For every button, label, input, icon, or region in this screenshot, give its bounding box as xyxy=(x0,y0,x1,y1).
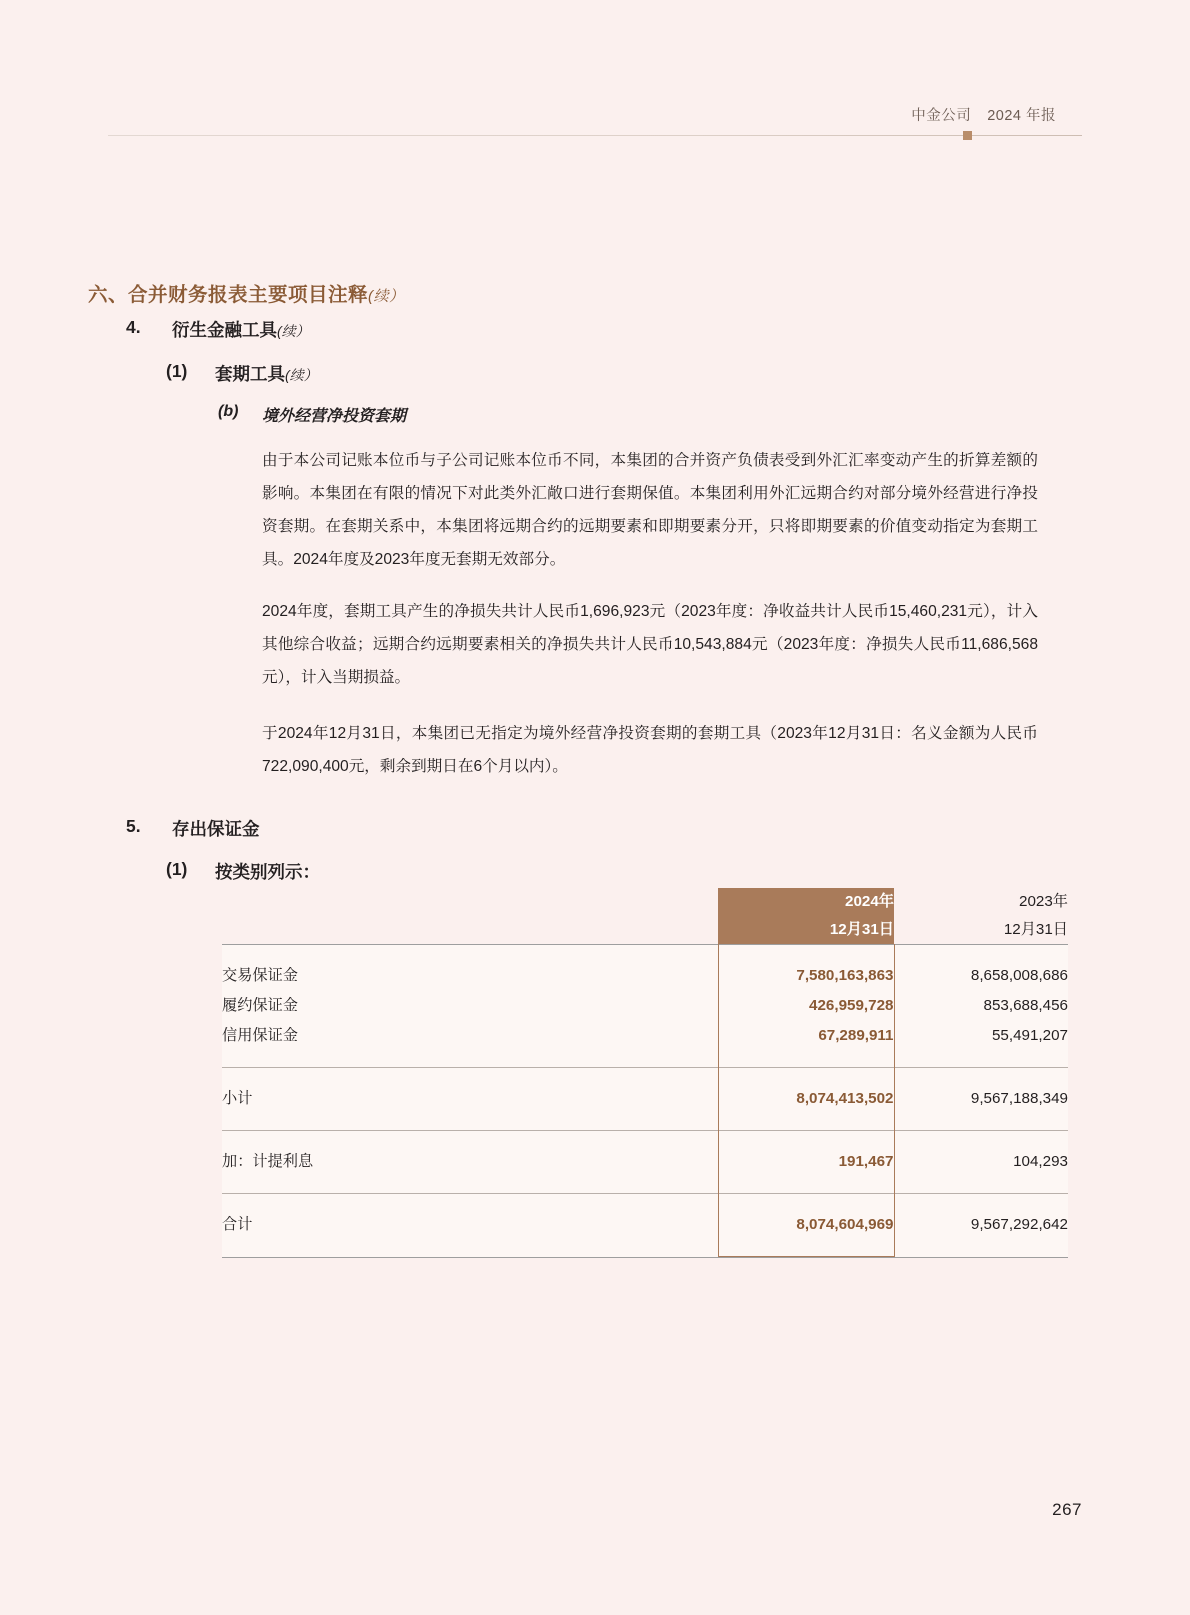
spacer-2024 xyxy=(718,1131,894,1147)
item-5-number: 5. xyxy=(126,816,141,836)
item-4-1-title-text: 套期工具 xyxy=(215,364,285,384)
spacer-2023 xyxy=(894,1051,1068,1067)
item-4-title xyxy=(172,317,310,342)
row-value-2023: 55,491,207 xyxy=(894,1021,1068,1051)
spacer-2023 xyxy=(894,1177,1068,1193)
paragraph-3: 于2024年12月31日，本集团已无指定为境外经营净投资套期的套期工具（2023年12月31日：名义金额为人民币722,090,400元，剩余到期日在6个月以内）。 xyxy=(262,725,1038,775)
row-value-2023: 8,658,008,686 xyxy=(894,961,1068,991)
item-4-1-b-title: 境外经营净投资套期 xyxy=(262,408,407,425)
table-header-2024-date: 12月31日 xyxy=(829,921,894,938)
table-spacer-interest-2 xyxy=(222,1131,1068,1147)
item-5-title: 存出保证金 xyxy=(172,819,260,839)
spacer-label xyxy=(222,1131,718,1147)
table-header-blank xyxy=(222,888,718,944)
spacer-2024 xyxy=(718,1177,894,1193)
row-value-2024: 7,580,163,863 xyxy=(718,961,894,991)
item-4-number: 4. xyxy=(126,317,141,337)
table-spacer-bottom xyxy=(222,1240,1068,1257)
row-label: 履约保证金 xyxy=(222,991,718,1021)
table-rule-bottom xyxy=(222,1257,1068,1259)
row-label: 信用保证金 xyxy=(222,1021,718,1051)
header-company: 中金公司 xyxy=(911,108,972,124)
item-4-1-number: (1) xyxy=(166,361,188,381)
table-row-interest xyxy=(222,1147,1068,1177)
page-number: 267 xyxy=(1052,1500,1082,1519)
paragraph-2: 2024年度，套期工具产生的净损失共计人民币1,696,923元（2023年度：净收益共计人民币15,460,231元），计入其他综合收益；远期合约远期要素相关的净损失共计人民币10,543,884元（2023年度：净损失人民币11,686,568元），计入当期损益。 xyxy=(262,603,1038,686)
header-text xyxy=(911,104,1056,125)
spacer-2023 xyxy=(894,1240,1068,1257)
section-heading xyxy=(88,279,405,307)
item-4-1-b-number: (b) xyxy=(218,403,239,420)
item-4-1-continued: (续） xyxy=(285,367,318,383)
table-spacer-top xyxy=(222,945,1068,961)
interest-value-2023: 104,293 xyxy=(894,1147,1068,1177)
table-header-row xyxy=(222,888,1068,944)
item-4-title-text: 衍生金融工具 xyxy=(172,320,277,340)
spacer-label xyxy=(222,1177,718,1193)
table-header-2024-year: 2024年 xyxy=(845,893,894,910)
item-4-1-title xyxy=(215,361,318,386)
spacer-2023 xyxy=(894,1131,1068,1147)
spacer-label xyxy=(222,945,718,961)
table-row xyxy=(222,1021,1068,1051)
table-row xyxy=(222,991,1068,1021)
spacer-label xyxy=(222,1194,718,1210)
interest-value-2024: 191,467 xyxy=(718,1147,894,1177)
item-5-1-title: 按类别列示： xyxy=(215,862,320,882)
spacer-2023 xyxy=(894,1194,1068,1210)
spacer-label xyxy=(222,1068,718,1084)
table-spacer-subtotal-2 xyxy=(222,1068,1068,1084)
spacer-2024 xyxy=(718,1051,894,1067)
row-value-2024: 426,959,728 xyxy=(718,991,894,1021)
subtotal-value-2024: 8,074,413,502 xyxy=(718,1084,894,1114)
interest-label: 加：计提利息 xyxy=(222,1147,718,1177)
spacer-2024 xyxy=(718,1194,894,1210)
table-header-2024 xyxy=(718,888,894,944)
row-label: 交易保证金 xyxy=(222,961,718,991)
table-spacer-subtotal xyxy=(222,1051,1068,1067)
total-value-2024: 8,074,604,969 xyxy=(718,1210,894,1240)
row-value-2024: 67,289,911 xyxy=(718,1021,894,1051)
item-5-1-number: (1) xyxy=(166,859,188,879)
table-spacer-total-2 xyxy=(222,1194,1068,1210)
row-value-2023: 853,688,456 xyxy=(894,991,1068,1021)
paragraph-1: 由于本公司记账本位币与子公司记账本位币不同，本集团的合并资产负债表受到外汇汇率变动产生的折算差额的影响。本集团在有限的情况下对此类外汇敞口进行套期保值。本集团利用外汇远期合约对部分境外经营进行净投资套期。在套期关系中，本集团将远期合约的远期要素和即期要素分开，只将即期要素的价值变动指定为套期工具。2024年度及2023年度无套期无效部分。 xyxy=(262,452,1038,568)
spacer-2024 xyxy=(718,1240,894,1257)
spacer-label xyxy=(222,1114,718,1130)
spacer-label xyxy=(222,1240,718,1257)
table-spacer-interest xyxy=(222,1114,1068,1130)
table-header-2023 xyxy=(894,888,1068,944)
subtotal-value-2023: 9,567,188,349 xyxy=(894,1084,1068,1114)
total-value-2023: 9,567,292,642 xyxy=(894,1210,1068,1240)
deposits-table xyxy=(222,888,1068,1258)
section-heading-continued: (续） xyxy=(368,288,405,305)
spacer-2024 xyxy=(718,1114,894,1130)
subtotal-label: 小计 xyxy=(222,1084,718,1114)
total-label: 合计 xyxy=(222,1210,718,1240)
spacer-2023 xyxy=(894,1114,1068,1130)
item-4-continued: (续） xyxy=(277,323,310,339)
header-accent-square xyxy=(963,131,972,140)
spacer-2024 xyxy=(718,945,894,961)
table-row xyxy=(222,961,1068,991)
rule-segment-2024 xyxy=(718,1257,894,1259)
rule-segment-label xyxy=(222,1257,718,1259)
table-row-total xyxy=(222,1210,1068,1240)
header-report: 2024 年报 xyxy=(987,108,1056,124)
page-header xyxy=(0,104,1190,140)
section-heading-text: 六、合并财务报表主要项目注释 xyxy=(88,284,369,306)
table-row-subtotal xyxy=(222,1084,1068,1114)
rule-segment-2023 xyxy=(894,1257,1068,1259)
spacer-2023 xyxy=(894,1068,1068,1084)
table-header-2023-year: 2023年 xyxy=(1019,893,1068,910)
table-header-2023-date: 12月31日 xyxy=(1003,921,1068,938)
spacer-2023 xyxy=(894,945,1068,961)
header-divider xyxy=(108,135,1082,136)
deposits-table-wrapper xyxy=(222,888,1068,1258)
spacer-2024 xyxy=(718,1068,894,1084)
spacer-label xyxy=(222,1051,718,1067)
table-spacer-total xyxy=(222,1177,1068,1193)
